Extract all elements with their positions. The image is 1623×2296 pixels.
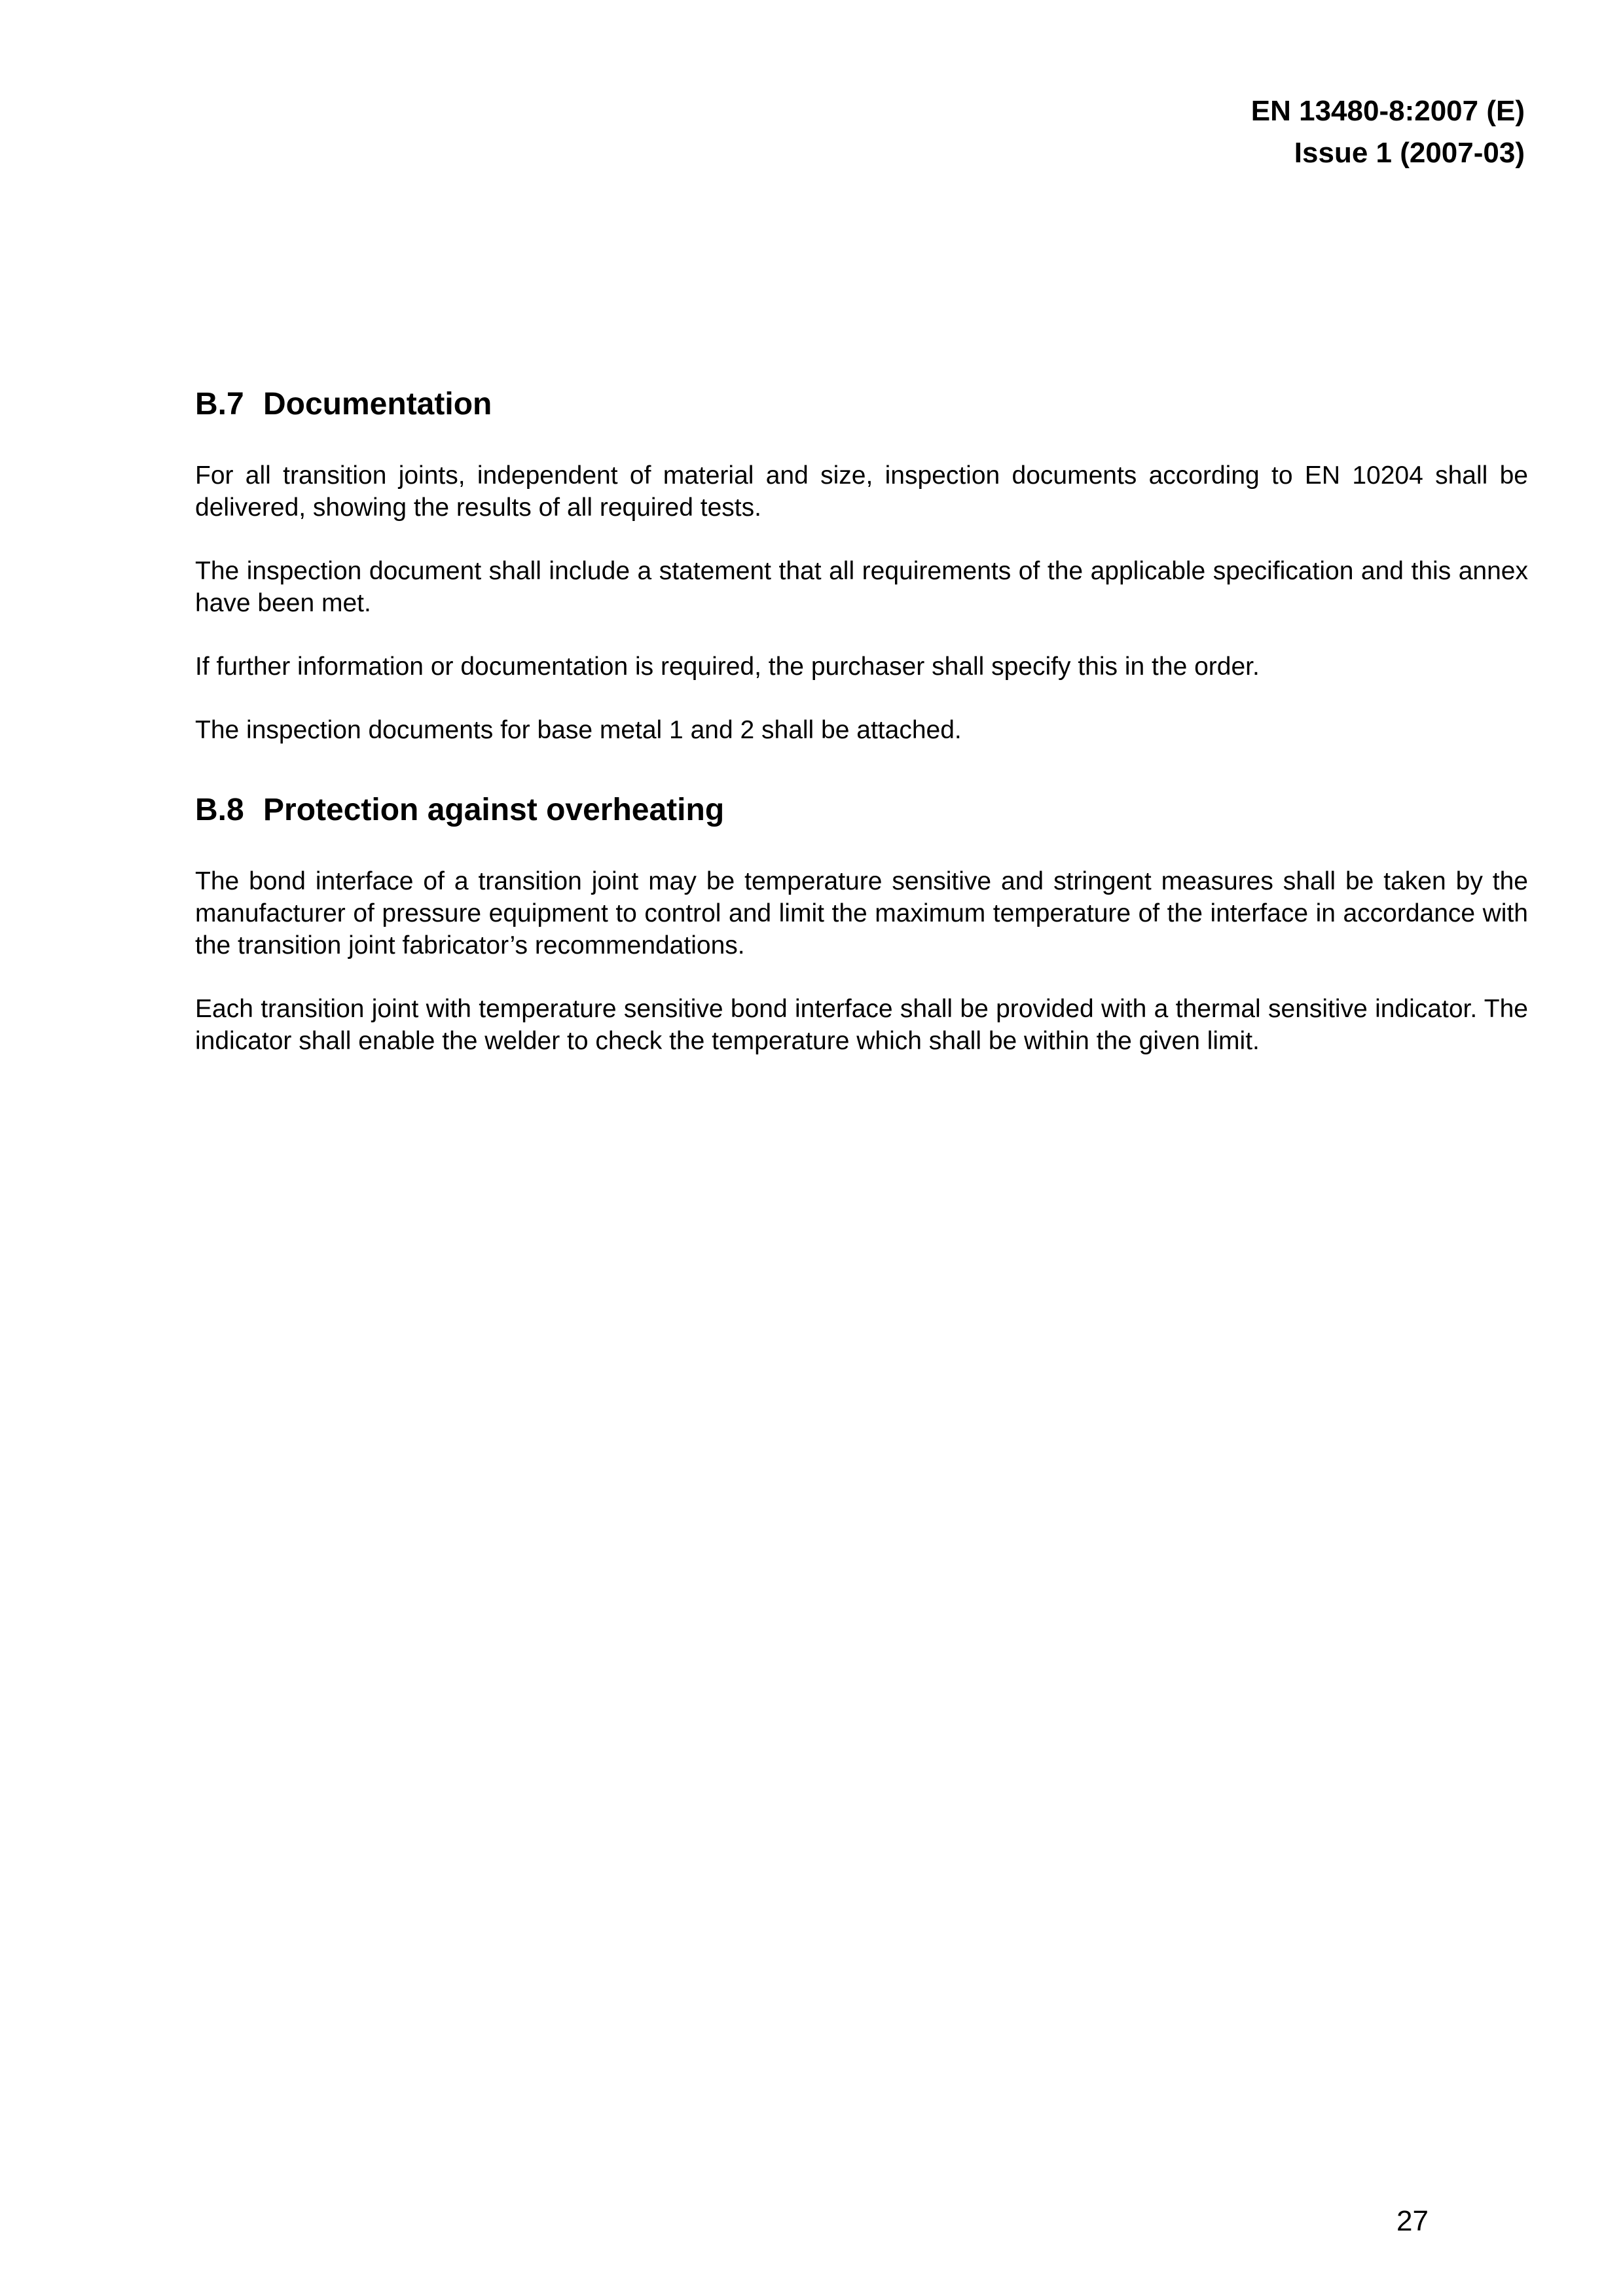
paragraph: Each transition joint with temperature sensitive bond interface shall be provided with a thermal sensitive indicator. The indicator shall enable the welder to check the temperature which shall be within the given limit. [195,995,1528,1055]
section-heading [195,385,1528,424]
section-number: B.8 [195,793,244,827]
section-number: B.7 [195,387,244,422]
paragraph: The bond interface of a transition joint may be temperature sensitive and stringent measures shall be taken by the manufacturer of pressure equipment to control and limit the maximum temperature of the interface in accordance with the transition joint fabricator’s recommendations. [195,867,1528,960]
section-b7-documentation [195,385,1528,746]
paragraph: If further information or documentation is required, the purchaser shall specify this in the order. [195,653,1260,681]
issue-reference: Issue 1 (2007-03) [1294,137,1525,169]
section-title: Documentation [263,387,492,422]
section-title: Protection against overheating [263,793,725,827]
standard-reference: EN 13480-8:2007 (E) [1250,95,1525,127]
paragraph: The inspection document shall include a statement that all requirements of the applicable specification and this annex have been met. [195,557,1528,617]
section-heading [195,791,1528,830]
paragraph: For all transition joints, independent of material and size, inspection documents according to EN 10204 shall be delivered, showing the results of all required tests. [195,461,1528,522]
section-b8-protection-against-overheating [195,791,1528,1057]
document-header [1251,90,1525,174]
page-number: 27 [1396,2205,1429,2237]
page-content [195,385,1528,1057]
paragraph: The inspection documents for base metal 1 and 2 shall be attached. [195,716,962,744]
